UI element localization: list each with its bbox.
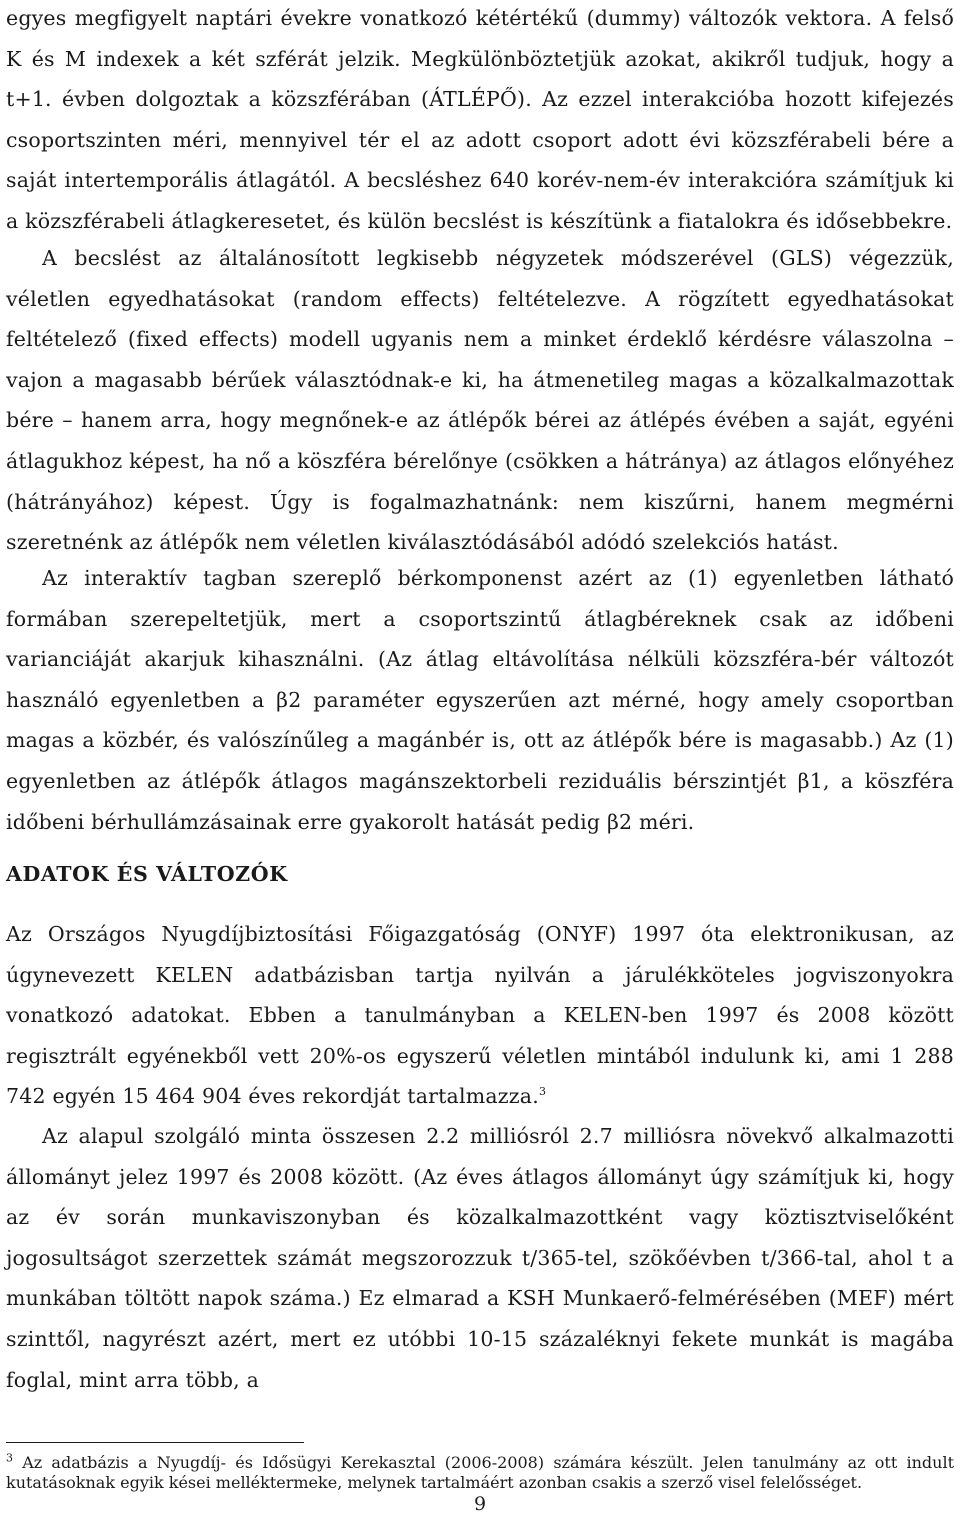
page-number: 9: [473, 1493, 487, 1515]
paragraph-gls-estimation: A becslést az általánosított legkisebb négyzetek módszerével (GLS) végezzük, véletlen egyedhatásokat (random effects) feltételezve. A rögzített egyedhatásokat feltételező (fixed effects) modell ugyanis nem a minket érdeklő kérdésre válaszolna – vajon a magasabb bérűek választódnak-e ki, ha átmenetileg magas a közalkalmazottak bére – hanem arra, hogy megnőnek-e az átlépők bérei az átlépés évében a saját, egyéni átlagukhoz képest, ha nő a köszféra bérelőnye (csökken a hátránya) az átlagos előnyéhez (hátrányához) képest. Úgy is fogalmazhatnánk: nem kiszűrni, hanem megmérni szeretnénk az átlépők nem véletlen kiválasztódásából adódó szelekciós hatást.: [6, 246, 954, 555]
footnote-marker: 3: [6, 1451, 13, 1465]
footnote-text: Az adatbázis a Nyugdíj- és Idősügyi Kerekasztal (2006-2008) számára készült. Jelen tanulmány az ott indult kutatásoknak egyik kései melléktermeke, melynek tartalmáért azonban csakis a szerző visel felelősséget.: [6, 1453, 954, 1492]
paragraph-model-description: egyes megfigyelt naptári évekre vonatkozó kétértékű (dummy) változók vektora. A felső K és M indexek a két szférát jelzik. Megkülönböztetjük azokat, akikről tudjuk, hogy a t+1. évben dolgoztak a közszférában (ÁTLÉPŐ). Az ezzel interakcióba hozott kifejezés csoportszinten méri, mennyivel tér el az adott csoport adott évi közszférabeli bére a saját intertemporális átlagától. A becsléshez 640 korév-nem-év interakcióra számítjuk ki a közszférabeli átlagkeresetet, és külön becslést is készítünk a fiatalokra és idősebbekre.: [6, 6, 954, 233]
paragraph-interaction-term: Az interaktív tagban szereplő bérkomponenst azért az (1) egyenletben látható formában szerepeltetjük, mert a csoportszintű átlagbéreknek csak az időbeni varianciáját akarjuk kihasználni. (Az átlag eltávolítása nélküli közszféra-bér változót használó egyenletben a β2 paraméter egyszerűen azt mérné, hogy amely csoportban magas a közbér, és valószínűleg a magánbér is, ott az átlépők bére is magasabb.) Az (1) egyenletben az átlépők átlagos magánszektorbeli reziduális bérszintjét β1, a köszféra időbeni bérhullámzásainak erre gyakorolt hatását pedig β2 méri.: [6, 566, 954, 834]
paragraph-kelen-database: [6, 914, 954, 1117]
paragraph-kelen-text: Az Országos Nyugdíjbiztosítási Főigazgatóság (ONYF) 1997 óta elektronikusan, az úgynevezett KELEN adatbázisban tartja nyilván a járulékköteles jogviszonyokra vonatkozó adatokat. Ebben a tanulmányban a KELEN-ben 1997 és 2008 között regisztrált egyénekből vett 20%-os egyszerű véletlen mintából indulunk ki, ami 1 288 742 egyén 15 464 904 éves rekordját tartalmazza.: [6, 922, 954, 1109]
footnote-reference[interactable]: 3: [538, 1085, 547, 1099]
paragraph-sample-size: Az alapul szolgáló minta összesen 2.2 milliósról 2.7 milliósra növekvő alkalmazotti állományt jelez 1997 és 2008 között. (Az éves átlagos állományt úgy számítjuk ki, hogy az év során munkaviszonyban és közalkalmazottként vagy köztisztviselőként jogosultságot szerzettek számát megszorozzuk t/365-tel, szökőévben t/366-tal, ahol t a munkában töltött napok száma.) Ez elmarad a KSH Munkaerő-felmérésében (MEF) mért szinttől, nagyrészt azért, mert ez utóbbi 10-15 százaléknyi fekete munkát is magába foglal, mint arra több, a: [6, 1124, 954, 1392]
footnote: [6, 1453, 954, 1492]
footnote-separator: [6, 1442, 304, 1443]
section-heading-data: ADATOK ÉS VÁLTOZÓK: [6, 862, 288, 886]
